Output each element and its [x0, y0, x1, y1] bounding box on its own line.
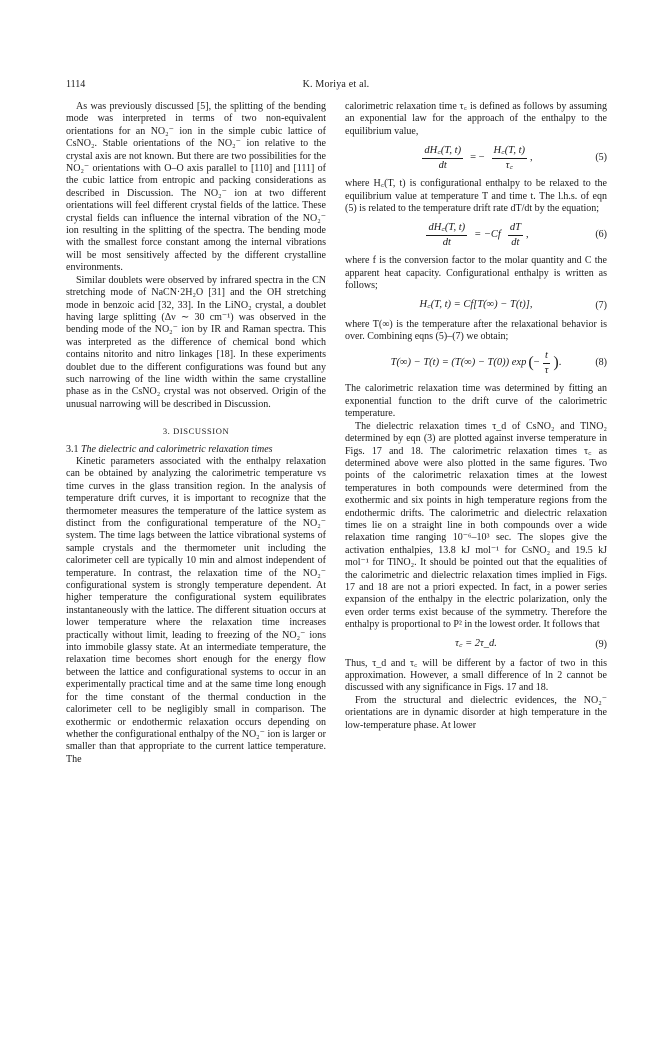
paragraph: The dielectric relaxation times τ_d of CsNO₂ and TlNO₂ determined by eqn (3) are plotted against inverse temperature in Figs. 17 and 18. The calorimetric relaxation times τ꜀ as determined above were also plotted in the same figures. Two points of the calorimetric relaxation times at the lowest temperatures in both compounds were determined from the exothermic and six points in high temperature regions from the endothermic drifts. The calorimetric and dielectric relaxation times lie on a straight line in both compounds over a wide relaxation time ranging 10⁻⁶–10³ sec. The slopes give the activation enthalpies, 13.8 kJ mol⁻¹ for CsNO₂ and 19.5 kJ mol⁻¹ for TlNO₂. It should be pointed out that the equalities of the calorimetric and dielectric relaxation times implied in Figs. 17 and 18 are not a priori expected. In fact, in a power series expansion of the enthalpy in the electric polarization, only the even order terms exist because of the symmetry. Therefore the enthalpy is proportional to P² in the lowest order. It follows that: [345, 420, 607, 631]
paragraph: The calorimetric relaxation time was determined by fitting an exponential function to the drift curve of the calorimetric temperature.: [345, 383, 607, 420]
equation-5: $\frac{dH꜀(T, t)}{dt}$ = − $\frac{H꜀(T, t)}{\tau꜀}$ , (5): [424, 144, 607, 171]
equation-7: H꜀(T, t) = Cf[T(∞) − T(t)], (7): [419, 299, 607, 311]
left-column: [66, 101, 326, 766]
paragraph: where T(∞) is the temperature after the relaxational behavior is over. Combining eqns (5)–(7) we obtain;: [345, 318, 607, 343]
paragraph: Thus, τ_d and τ꜀ will be different by a factor of two in this approximation. However, a small difference of ln 2 cannot be discussed with any significance in Figs. 17 and 18.: [345, 657, 607, 694]
subsection-title: The dielectric and calorimetric relaxation times: [81, 443, 273, 455]
subsection-number: 3.1: [66, 443, 79, 455]
equation-number: (5): [595, 152, 607, 164]
paragraph: calorimetric relaxation time τ꜀ is defined as follows by assuming an exponential law for the approach of the enthalpy to the equilibrium value,: [345, 101, 607, 137]
fraction: $\frac{dH꜀(T, t)}{dt}$: [424, 144, 462, 171]
paragraph: As was previously discussed [5], the splitting of the bending mode was interpreted in terms of two non-equivalent orientations for an NO₂⁻ ion in the simple cubic lattice of CsNO₂. Stable orientations of the NO₂⁻ ion relative to the crystal axis are not known. But there are two possibilities for the NO₂⁻ orientations with O–O axis parallel to [110] and [111] of the cubic lattice from entropic and packing considerations as described in Discussion. The NO₂⁻ ion at two different orientations will feel different crystal fields of the lattice. These crystal fields can influence the internal vibration of the NO₂⁻ ion resulting in the splitting of the spectra. The bending mode with the smallest force constant among the internal vibrations will be most sensitively affected by the different crystalline environments.: [66, 101, 326, 274]
fraction: $\frac{dH꜀(T, t)}{dt}$: [428, 221, 466, 248]
fraction: $\frac{dT}{dt}$: [509, 221, 521, 248]
subsection-heading: [66, 444, 326, 456]
paragraph: Kinetic parameters associated with the enthalpy relaxation can be obtained by analyzing the calorimetric temperature vs time curves in the glass transition region. In the analysis of temperature drift curves, it is important to recognize that the thermometer measures the temperature of the lattice system as distinct from the configurational temperature of the NO₂⁻ system. The time lags between the lattice vibrational systems of sample crystals and the thermometer unit including the calorimeter cell are typically 10 min and almost independent of temperature. In contrast, the relaxation time of the NO₂⁻ configurational system is strongly temperature dependent. At higher temperature the configurational system equilibrates instantaneously with the lattice. The different situation occurs at lower temperature where the relaxation time increases practically without limit, leading to freezing of the NO₂⁻ ions into immobile glassy state. At an intermediate temperature, the relaxation time becomes short enough for the energy flow between the lattice and configurational systems to occur in an experimentally practical time and at the same time long enough for the time constant of the thermal conduction in the calorimeter cell to be negligibly small in comparison. The exothermic or endothermic relaxation occurs depending on whether the configurational enthalpy of the NO₂⁻ ion is larger or smaller than that appropriate to the current lattice temperature. The: [66, 455, 326, 765]
equation-number: (9): [595, 638, 607, 650]
equation-8: T(∞) − T(t) = (T(∞) − T(0)) exp ( − $\frac{t}{\tau}$ ) . (8): [390, 349, 607, 376]
right-column: [345, 101, 607, 732]
equation-number: (8): [595, 357, 607, 369]
equation-9: τ꜀ = 2τ_d. (9): [455, 638, 607, 650]
section-heading: 3. DISCUSSION: [162, 426, 230, 437]
equation-number: (7): [595, 299, 607, 311]
equation-6: $\frac{dH꜀(T, t)}{dt}$ = −Cf $\frac{dT}{dt}$ , (6): [428, 221, 607, 248]
paragraph: where f is the conversion factor to the molar quantity and C the apparent heat capacity. Configurational enthalpy is written as follows;: [345, 255, 607, 292]
paragraph: From the structural and dielectric evidences, the NO₂⁻ orientations are in dynamic disorder at high temperature in the low-temperature phase. At lower: [345, 694, 607, 731]
page-number: 1114: [66, 79, 86, 90]
running-head: K. Moriya et al.: [302, 79, 370, 90]
paragraph: where H꜀(T, t) is configurational enthalpy to be relaxed to the equilibrium value at temperature T and time t. The l.h.s. of eqn (5) is related to the temperature drift rate dT/dt by the equation;: [345, 178, 607, 215]
paragraph: Similar doublets were observed by infrared spectra in the CN stretching mode of NaCN·2H₂O [31] and the OH stretching mode in benzoic acid [32, 33]. In the LiNO₂ crystal, a doublet having large splitting (Δν ∼ 30 cm⁻¹) was observed in the bending mode of the NO₂⁻ ion by IR and Raman spectra. This was interpreted as the difference of chemical bond which contains nitorito and nitro linkages [18]. In these experiments doublet due to the different configurations was found but any such narrowing of the line width within the same crystalline phase as in the CsNO₂ crystal was not observed. Origin of the unusual narrowing will be described in Discussion.: [66, 274, 326, 410]
fraction: $\frac{H꜀(T, t)}{\tau꜀}$: [493, 144, 525, 171]
fraction: $\frac{t}{\tau}$: [544, 349, 549, 376]
equation-number: (6): [595, 229, 607, 241]
